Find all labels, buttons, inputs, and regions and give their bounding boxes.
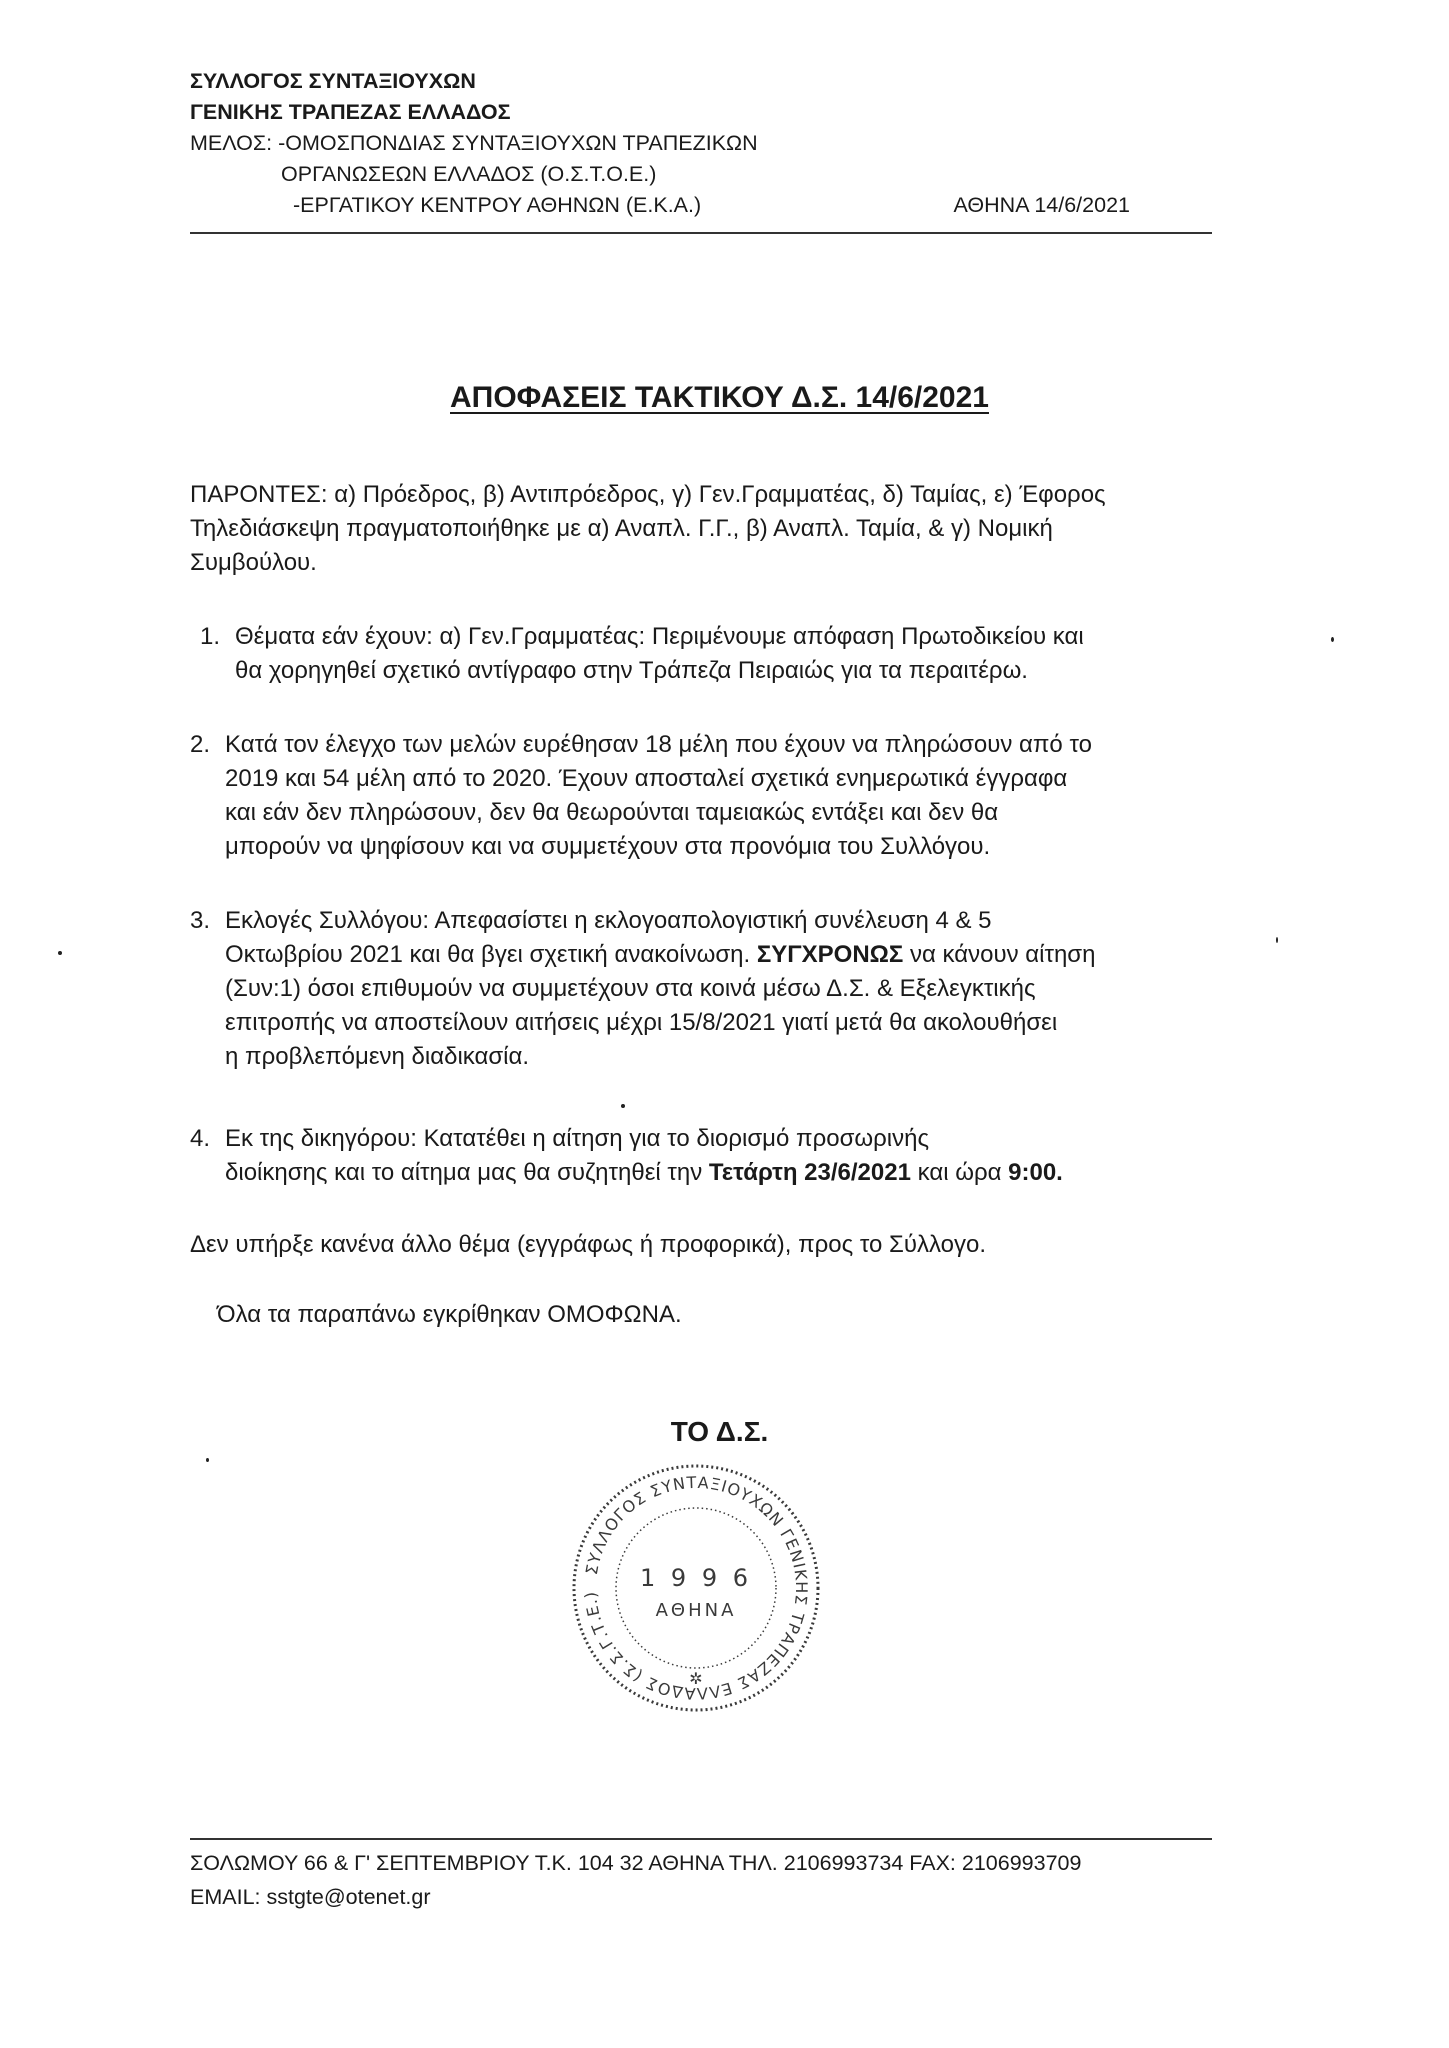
item-number: 3. (190, 907, 211, 934)
scan-speck (1276, 937, 1278, 943)
item-line: Εκλογές Συλλόγου: Απεφασίστει η εκλογοαπολογιστική συνέλευση 4 & 5 (225, 907, 992, 934)
item-text: να κάνουν αίτηση (903, 941, 1096, 968)
decision-item-2 (190, 728, 1200, 864)
item-text: και ώρα (910, 1159, 1009, 1186)
item-line: θα χορηγηθεί σχετικό αντίγραφο στην Τράπεζα Πειραιώς για τα περαιτέρω. (235, 657, 1028, 684)
item-line: και εάν δεν πληρώσουν, δεν θα θεωρούνται ταμειακώς εντάξει και δεν θα (225, 799, 999, 826)
signature-label (0, 1416, 1449, 1448)
item-line: 2019 και 54 μέλη από το 2020. Έχουν αποσταλεί σχετικά ενημερωτικά έγγραφα (225, 765, 1068, 792)
item-line: η προβλεπόμενη διαδικασία. (225, 1043, 530, 1070)
item-line: επιτροπής να αποστείλουν αιτήσεις μέχρι 15/8/2021 γιατί μετά θα ακολουθήσει (225, 1009, 1058, 1036)
document-title (0, 381, 1449, 415)
stamp-ring-textpath: ΣΥΛΛΟΓΟΣ ΣΥΝΤΑΞΙΟΥΧΩΝ ΓΕΝΙΚΗΣ ΤΡΑΠΕΖΑΣ ΕΛΛΑΔΟΣ (Σ.Σ.Γ.Τ.Ε.) (580, 1472, 812, 1704)
item-number: 2. (190, 731, 211, 758)
scan-speck (206, 1458, 209, 1462)
scan-speck (621, 1104, 625, 1108)
item-number: 1. (200, 623, 221, 650)
association-stamp (566, 1458, 826, 1718)
approval-statement: Όλα τα παραπάνω εγκρίθηκαν ΟΜΟΦΩΝΑ. (217, 1301, 682, 1328)
attendees-line: Τηλεδιάσκεψη πραγματοποιήθηκε με α) Αναπλ. Γ.Γ., β) Αναπλ. Ταμία, & γ) Νομική (190, 515, 1053, 542)
decision-item-3 (190, 904, 1200, 1074)
item-number: 4. (190, 1125, 211, 1152)
item-text: διοίκησης και το αίτημα μας θα συζητηθεί την (225, 1159, 709, 1186)
membership-line1: ΜΕΛΟΣ: -ΟΜΟΣΠΟΝΔΙΑΣ ΣΥΝΤΑΞΙΟΥΧΩΝ ΤΡΑΠΕΖΙΚΩΝ (190, 131, 758, 155)
stamp-year: 1 9 9 6 (640, 1564, 752, 1592)
footer-email: EMAIL: sstgte@otenet.gr (190, 1885, 431, 1909)
hearing-date: Τετάρτη 23/6/2021 (708, 1159, 911, 1186)
membership-line3: -ΕΡΓΑΤΙΚΟΥ ΚΕΝΤΡΟΥ ΑΘΗΝΩΝ (Ε.Κ.Α.) (293, 193, 702, 217)
document-date: ΑΘΗΝΑ 14/6/2021 (953, 193, 1130, 217)
footer-divider (190, 1838, 1212, 1840)
item-line: (Συν:1) όσοι επιθυμούν να συμμετέχουν στα κοινά μέσω Δ.Σ. & Εξελεγκτικής (225, 975, 1036, 1002)
item-line (225, 938, 1200, 972)
letterhead (190, 66, 1210, 221)
closing-statement: Δεν υπήρξε κανένα άλλο θέμα (εγγράφως ή προφορικά), προς το Σύλλογο. (190, 1231, 987, 1258)
stamp-city: ΑΘΗΝΑ (655, 1600, 737, 1621)
scan-speck (1331, 637, 1334, 642)
decision-item-1 (200, 620, 1210, 688)
org-name-line1: ΣΥΛΛΟΓΟΣ ΣΥΝΤΑΞΙΟΥΧΩΝ (190, 69, 476, 93)
item-text: Οκτωβρίου 2021 και θα βγει σχετική ανακοίνωση. (225, 941, 757, 968)
attendees-block (190, 478, 1230, 580)
header-divider (190, 232, 1212, 234)
item-line: Κατά τον έλεγχο των μελών ευρέθησαν 18 μέλη που έχουν να πληρώσουν από το (225, 731, 1092, 758)
item-line: Εκ της δικηγόρου: Κατατέθει η αίτηση για το διορισμό προσωρινής (225, 1125, 930, 1152)
org-name-line2: ΓΕΝΙΚΗΣ ΤΡΑΠΕΖΑΣ ΕΛΛΑΔΟΣ (190, 100, 511, 124)
decision-item-4 (190, 1122, 1200, 1190)
item-line: μπορούν να ψηφίσουν και να συμμετέχουν στα προνόμια του Συλλόγου. (225, 833, 991, 860)
star-icon: ✲ (689, 1669, 703, 1688)
scan-speck (58, 951, 62, 955)
document-title-text: ΑΠΟΦΑΣΕΙΣ ΤΑΚΤΙΚΟΥ Δ.Σ. 14/6/2021 (450, 381, 989, 414)
membership-line2: ΟΡΓΑΝΩΣΕΩΝ ΕΛΛΑΔΟΣ (Ο.Σ.Τ.Ο.Ε.) (281, 162, 657, 186)
hearing-time: 9:00. (1008, 1159, 1063, 1186)
emphasis-text: ΣΥΓΧΡΟΝΩΣ (756, 941, 904, 968)
footer-address: ΣΟΛΩΜΟΥ 66 & Γ' ΣΕΠΤΕΜΒΡΙΟΥ Τ.Κ. 104 32 ΑΘΗΝΑ ΤΗΛ. 2106993734 FAX: 2106993709 (190, 1851, 1082, 1875)
footer (190, 1846, 1081, 1914)
attendees-line: Συμβούλου. (190, 549, 317, 576)
signature-text: ΤΟ Δ.Σ. (670, 1416, 769, 1447)
attendees-line: ΠΑΡΟΝΤΕΣ: α) Πρόεδρος, β) Αντιπρόεδρος, γ) Γεν.Γραμματέας, δ) Ταμίας, ε) Έφορος (190, 481, 1106, 508)
item-line: Θέματα εάν έχουν: α) Γεν.Γραμματέας: Περιμένουμε απόφαση Πρωτοδικείου και (235, 623, 1084, 650)
item-line (225, 1156, 1200, 1190)
